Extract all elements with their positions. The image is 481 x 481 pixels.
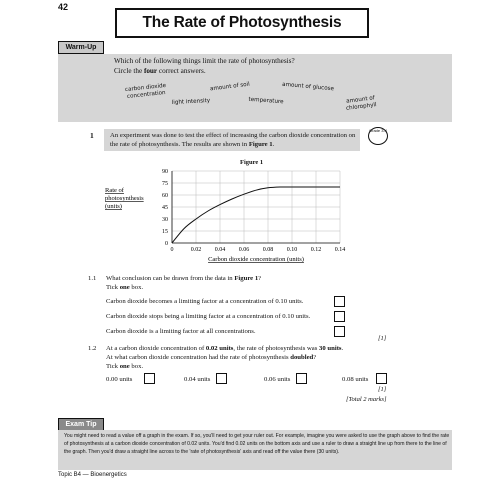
warmup-option-light[interactable]: light intensity (171, 97, 211, 107)
x-tick-label: 0.12 (310, 247, 322, 253)
figure-1-chart (100, 165, 355, 269)
page-footer: Topic B4 — Bioenergetics (58, 472, 127, 478)
y-axis-label-line: Rate of (105, 187, 124, 194)
q1-1-instruction: Tick one box. (106, 284, 144, 291)
y-tick-label: 45 (162, 205, 168, 211)
y-tick-label: 90 (162, 169, 168, 175)
warmup-option-chlorophyll[interactable]: amount of chlorophyll (345, 95, 377, 112)
x-tick-label: 0.02 (190, 247, 202, 253)
x-tick-label: 0.08 (262, 247, 274, 253)
q1-1-option-1: Carbon dioxide becomes a limiting factor at a concentration of 0.10 units. (106, 298, 304, 305)
tick-labels (162, 169, 345, 253)
series (172, 187, 340, 243)
figure-title: Figure 1 (240, 159, 264, 166)
q1-2-line1: At a carbon dioxide concentration of 0.02 units, the rate of photosynthesis was 30 units. (106, 345, 344, 352)
x-axis-label: Carbon dioxide concentration (units) (208, 256, 304, 263)
warmup-option-co2[interactable]: carbon dioxide concentration (124, 82, 167, 100)
q1-1-option-3-checkbox[interactable] (334, 326, 345, 337)
warmup-option-temperature[interactable]: temperature (248, 96, 284, 106)
y-tick-label: 30 (162, 217, 168, 223)
q1-2-option-2: 0.04 units (184, 376, 211, 383)
q1-2-option-3: 0.06 units (264, 376, 291, 383)
question-1-intro: An experiment was done to test the effect of increasing the carbon dioxide concentration on the rate of photosynthesis. The results are shown in Figure 1. (110, 132, 356, 148)
y-tick-label: 60 (162, 193, 168, 199)
q1-2-option-4-checkbox[interactable] (376, 373, 387, 384)
q1-2-instruction: Tick one box. (106, 363, 144, 370)
x-tick-label: 0.06 (238, 247, 250, 253)
question-1-number: 1 (90, 131, 94, 140)
y-axis-label-line: (units) (105, 203, 122, 210)
warmup-option-glucose[interactable]: amount of glucose (281, 81, 335, 93)
page-title: The Rate of Photosynthesis (142, 14, 342, 31)
warmup-question (114, 56, 434, 76)
series-line (172, 187, 340, 243)
q1-2-option-4: 0.08 units (342, 376, 369, 383)
q1-1-option-3: Carbon dioxide is a limiting factor at all concentrations. (106, 328, 256, 335)
q1-2-number: 1.2 (88, 345, 97, 352)
q1-2-option-3-checkbox[interactable] (296, 373, 307, 384)
q1-1-number: 1.1 (88, 275, 97, 282)
y-axis-label-line: photosynthesis (105, 195, 144, 202)
q1-1-option-2-checkbox[interactable] (334, 311, 345, 322)
warmup-tab: Warm-Up (58, 41, 104, 54)
q1-2-option-1: 0.00 units (106, 376, 133, 383)
warmup-question-line1: Which of the following things limit the rate of photosynthesis? (114, 57, 295, 65)
q1-1-text: What conclusion can be drawn from the data in Figure 1? (106, 275, 262, 282)
exam-tip-text: You might need to read a value off a graph in the exam. If so, you'll need to get your ruler out. For example, imagine you were asked to use the graph above to find the rate of photosynthesis at a carbon dioxide concentration of 0.02 units. You'd find 0.02 units on the bottom axis and use a ruler to draw a straight line up from there to the line of the graph. Then you'd draw a straight line across to the 'rate of photosynthesis' axis and read off the value there (30 units). (64, 433, 450, 455)
grade-badge: Grade 3-4 (368, 127, 388, 145)
y-tick-label: 15 (162, 229, 168, 235)
q1-1-marks: [1] (378, 335, 387, 342)
grid (172, 171, 340, 243)
x-tick-label: 0.14 (334, 247, 346, 253)
page-number: 42 (58, 2, 69, 12)
y-tick-label: 75 (162, 181, 168, 187)
q1-2-option-2-checkbox[interactable] (216, 373, 227, 384)
y-axis-label (105, 187, 144, 210)
q1-2-line2: At what carbon dioxide concentration had the rate of photosynthesis doubled? (106, 354, 317, 361)
x-tick-label: 0.04 (214, 247, 226, 253)
total-marks: [Total 2 marks] (346, 396, 387, 403)
q1-1-option-2: Carbon dioxide stops being a limiting factor at a concentration of 0.10 units. (106, 313, 311, 320)
warmup-option-soil[interactable]: amount of soil (209, 81, 251, 93)
exam-tip-tab: Exam Tip (58, 418, 104, 431)
q1-1-option-1-checkbox[interactable] (334, 296, 345, 307)
title-box (115, 8, 369, 38)
warmup-question-line2: Circle the four correct answers. (114, 67, 206, 75)
x-tick-label: 0.10 (286, 247, 298, 253)
x-tick-label: 0 (170, 247, 174, 253)
q1-2-option-1-checkbox[interactable] (144, 373, 155, 384)
y-tick-label: 0 (165, 241, 168, 247)
q1-2-marks: [1] (378, 386, 387, 393)
